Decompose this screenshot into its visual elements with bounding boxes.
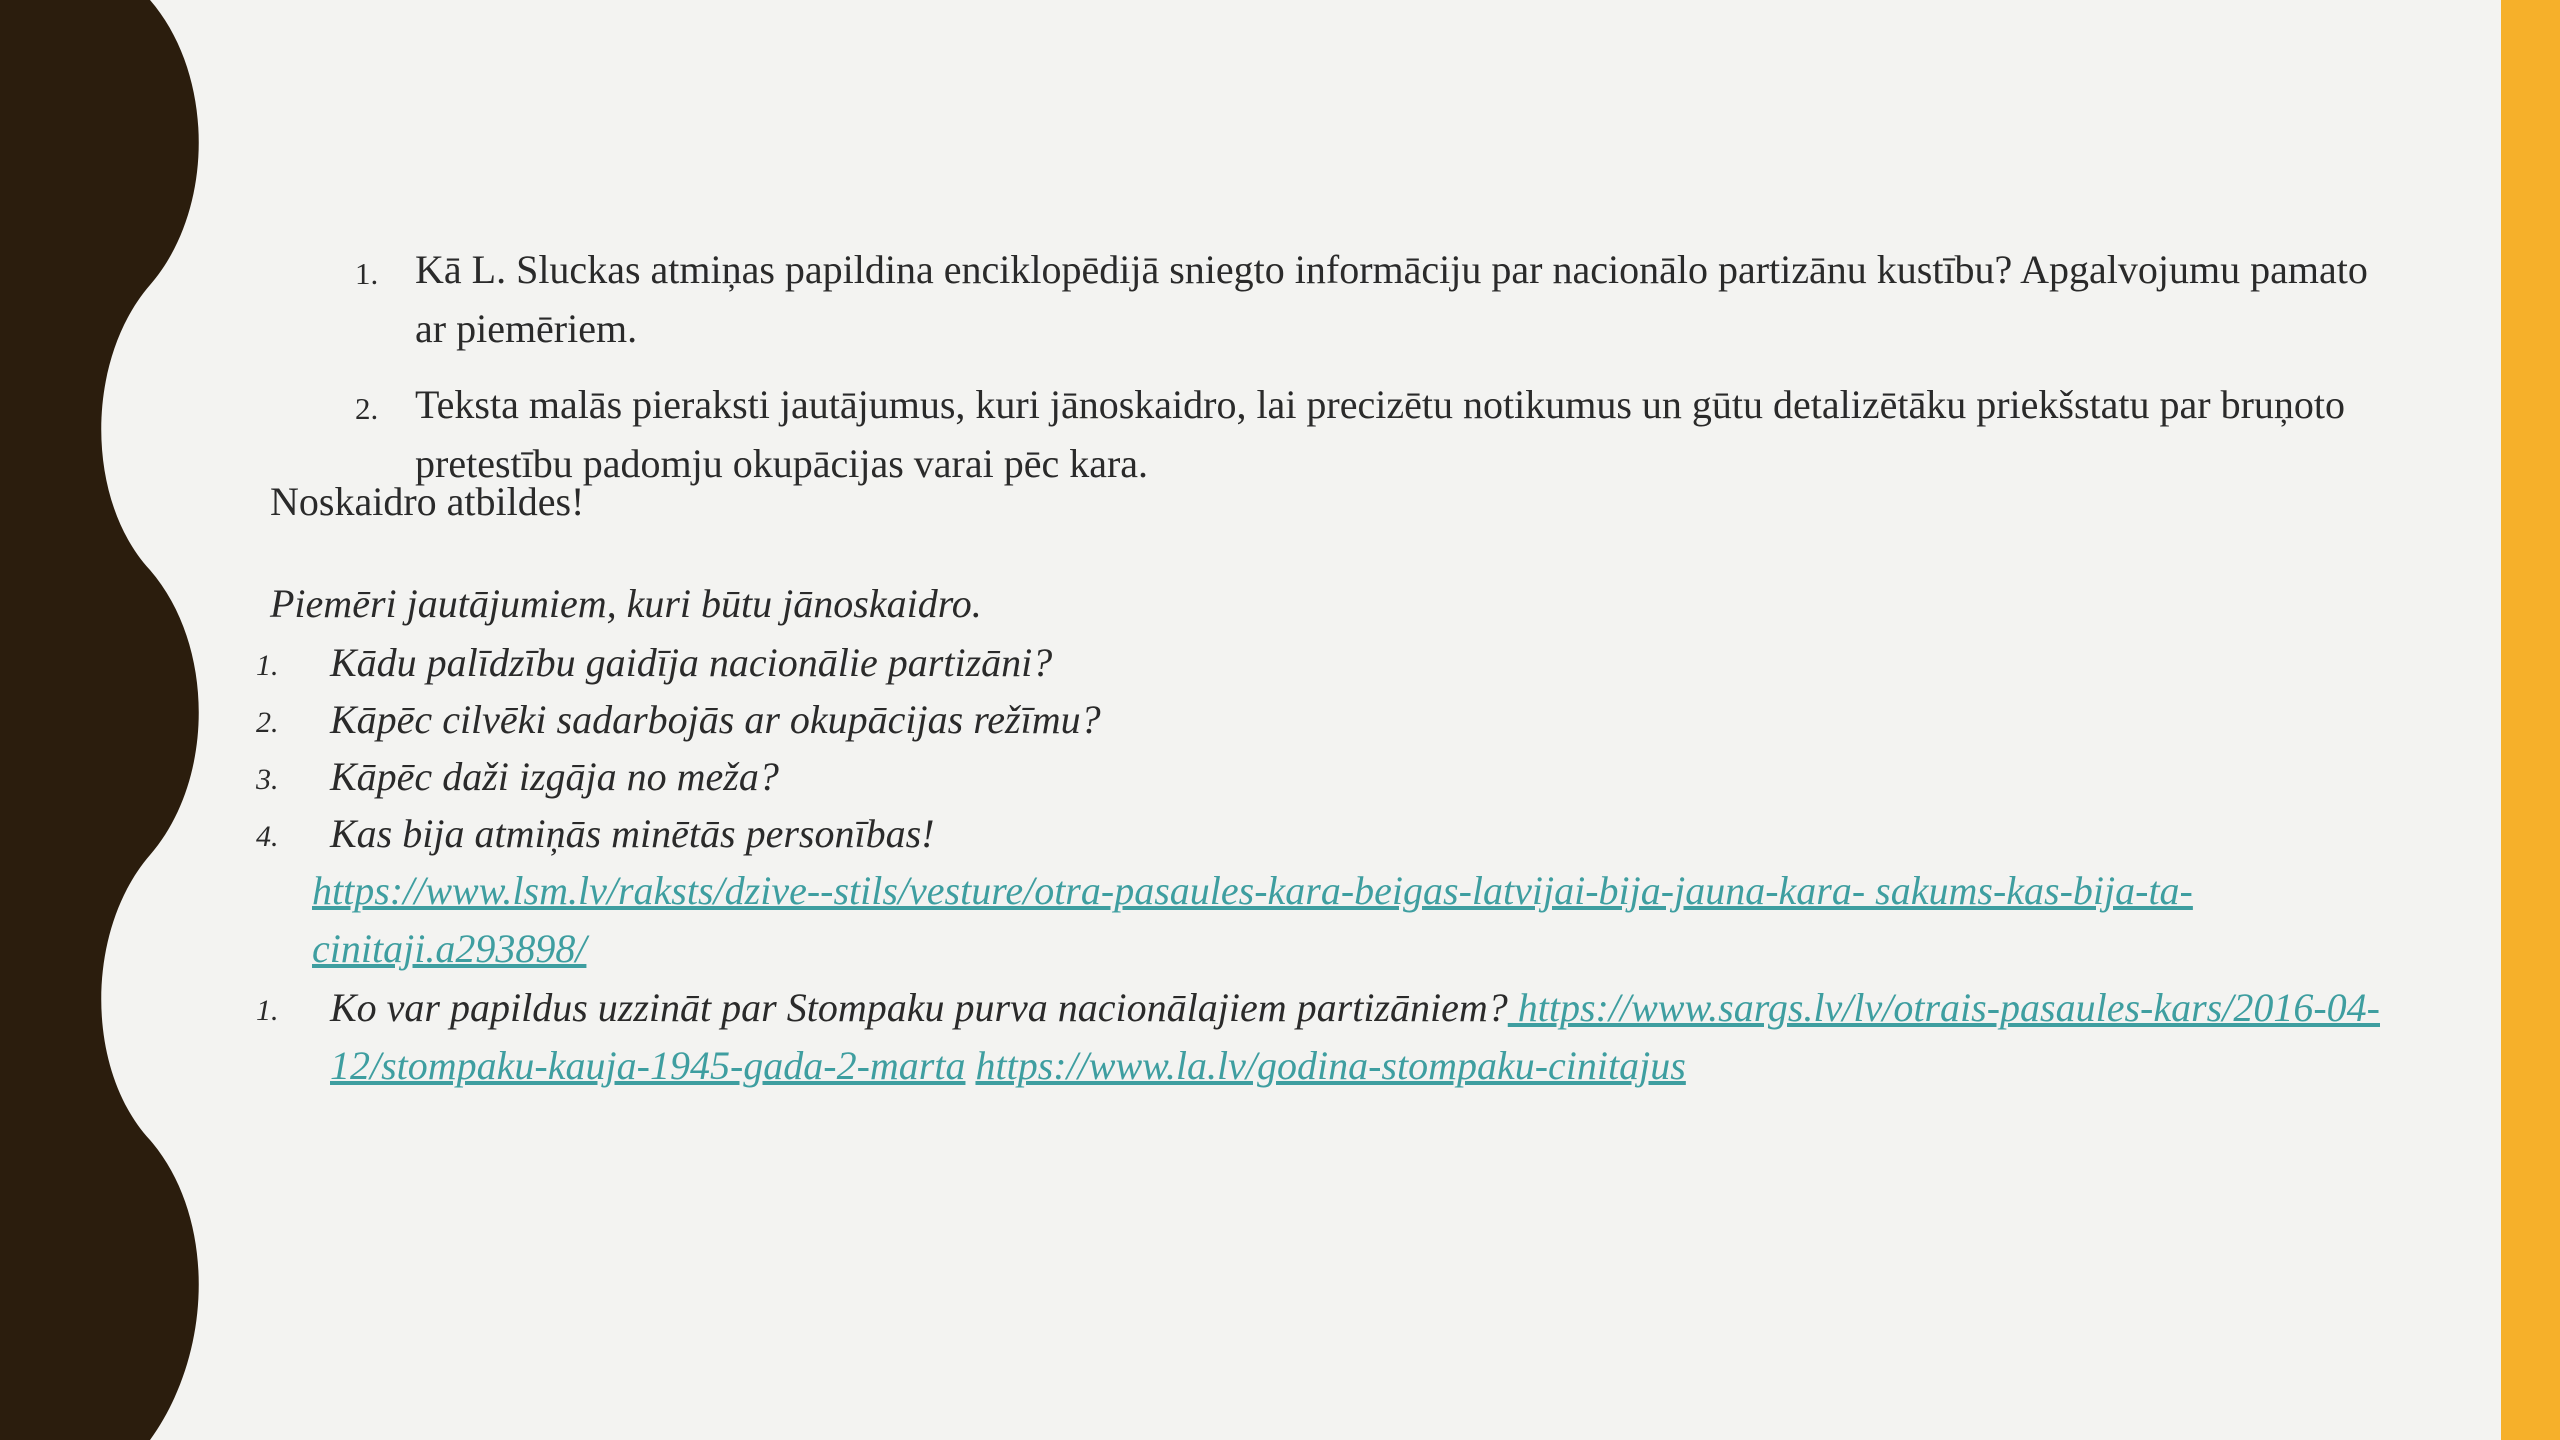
wavy-band-shape — [0, 0, 199, 1440]
question-number: 1. — [256, 649, 279, 682]
la-article-link[interactable]: https://www.la.lv/godina-stompaku-cinitajus — [975, 1043, 1686, 1088]
task-text: Teksta malās pieraksti jautājumus, kuri jānoskaidro, lai precizētu notikumus un gūtu detalizētāku priekšstatu par bruņoto pretestību padomju okupācijas varai pēc kara. — [415, 382, 2346, 486]
example-question — [256, 691, 2400, 748]
instruction-text: Noskaidro atbildes! — [270, 479, 585, 524]
examples-heading: Piemēri jautājumiem, kuri būtu jānoskaidro. — [270, 581, 982, 626]
question-number: 2. — [256, 706, 279, 739]
task-number: 1. — [355, 256, 379, 291]
question-number: 1. — [256, 994, 279, 1027]
example-question-list — [256, 634, 2400, 862]
wavy-decorative-band — [0, 0, 200, 1440]
example-question — [256, 634, 2400, 691]
task-text: Kā L. Sluckas atmiņas papildina enciklopēdijā sniegto informāciju par nacionālo partizānu kustību? Apgalvojumu pamato ar piemēriem. — [415, 247, 2368, 351]
question-number: 4. — [256, 820, 279, 853]
task-number: 2. — [355, 391, 379, 426]
sargs-article-link[interactable]: https://www.sargs.lv/lv/otrais-pasaules-kars/2016-04-12/stompaku-kauja-1945-gada-2-marta — [330, 985, 2380, 1088]
question-number: 3. — [256, 763, 279, 796]
task-list — [270, 240, 2400, 493]
lsm-link-block — [270, 862, 2400, 978]
task-item — [270, 240, 2400, 358]
question-text: Kādu palīdzību gaidīja nacionālie partizāni? — [330, 640, 1053, 685]
stompaku-question — [256, 979, 2400, 1095]
task-item — [270, 375, 2400, 493]
question-text: Ko var papildus uzzināt par Stompaku purva nacionālajiem partizāniem? — [330, 985, 1508, 1030]
slide-content — [256, 240, 2400, 1095]
question-text: Kas bija atmiņās minētās personības! — [330, 811, 935, 856]
accent-bar — [2501, 0, 2560, 1440]
question-text: Kāpēc cilvēki sadarbojās ar okupācijas režīmu? — [330, 697, 1101, 742]
question-text: Kāpēc daži izgāja no meža? — [330, 754, 779, 799]
example-question — [256, 748, 2400, 805]
example-question — [256, 805, 2400, 862]
lsm-article-link[interactable]: https://www.lsm.lv/raksts/dzive--stils/vesture/otra-pasaules-kara-beigas-latvijai-bija-jauna-kara- sakums-kas-bija-ta-cinitaji.a293898/ — [312, 868, 2193, 971]
